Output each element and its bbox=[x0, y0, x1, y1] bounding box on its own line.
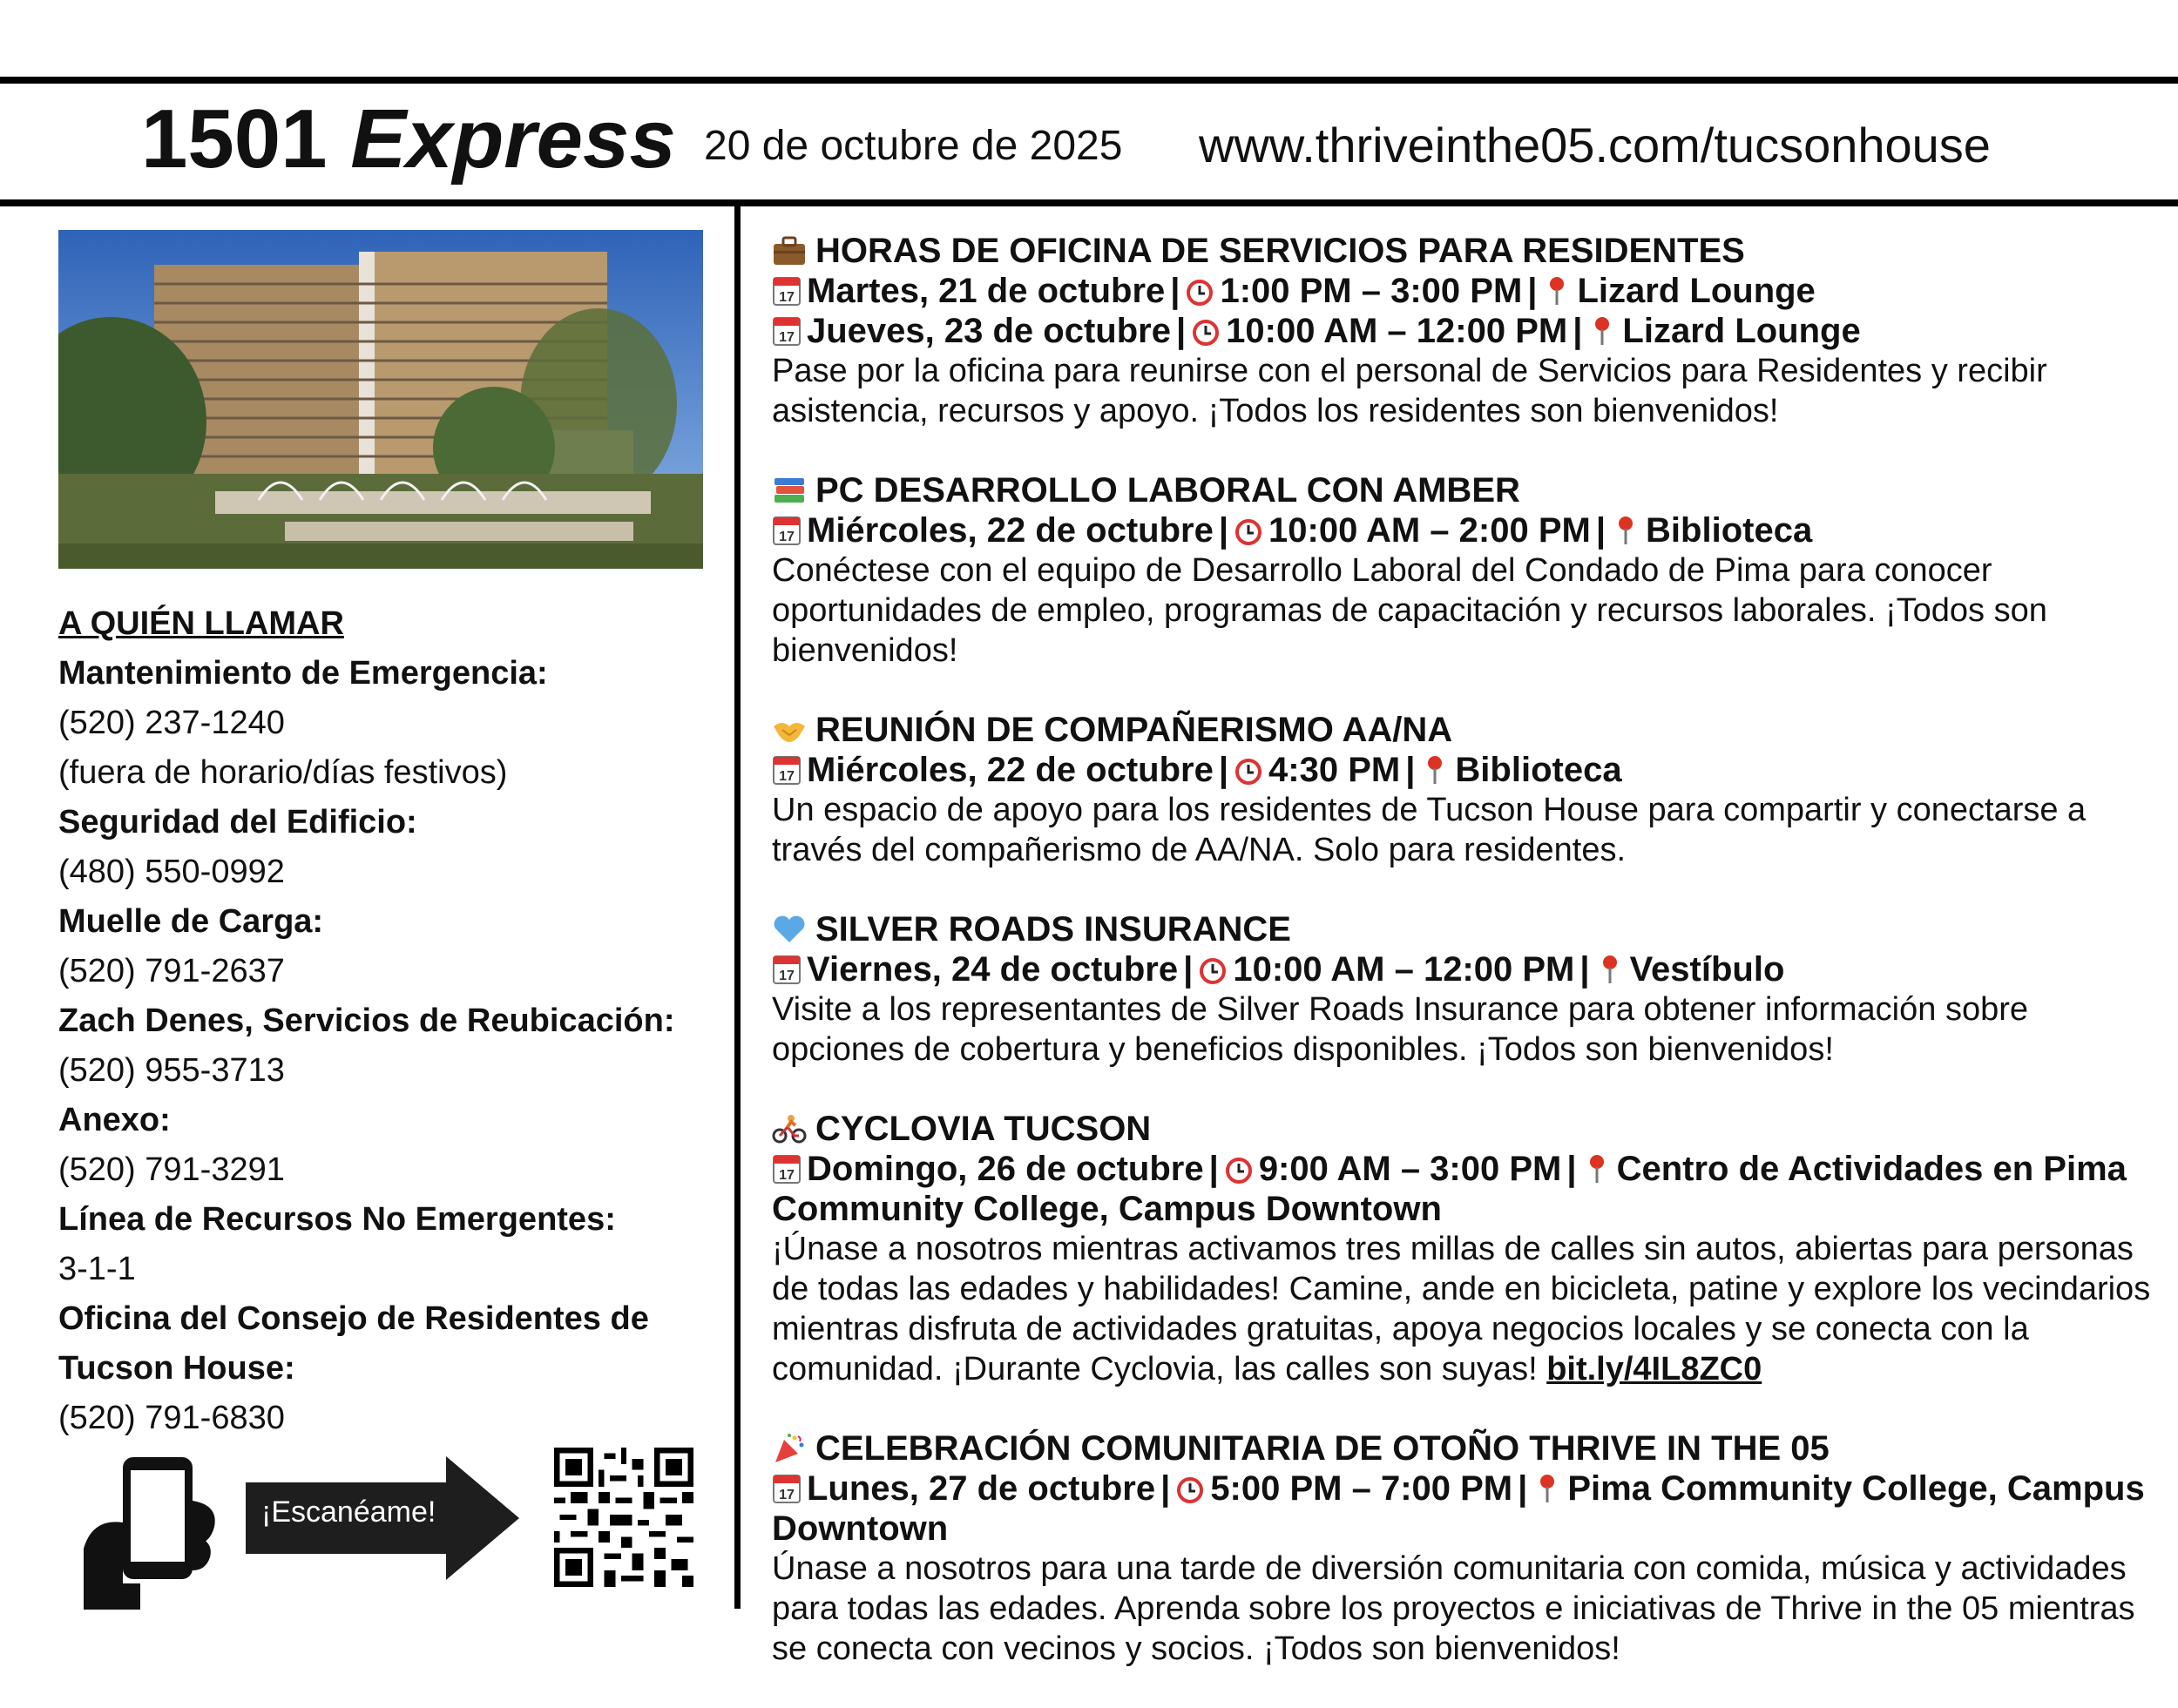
pin-icon bbox=[1582, 1153, 1612, 1185]
event-session: 17 Viernes, 24 de octubre | 10:00 AM – 12:00 PM | Vestíbulo bbox=[772, 949, 2157, 989]
calendar-icon bbox=[772, 1153, 802, 1185]
calendar-icon bbox=[772, 515, 802, 546]
alarm-clock-icon bbox=[1185, 275, 1214, 307]
event-session: 17 Martes, 21 de octubre | 1:00 PM – 3:00 PM | Lizard Lounge bbox=[772, 271, 2157, 311]
newsletter-title bbox=[141, 92, 676, 186]
svg-text:17: 17 bbox=[779, 530, 795, 544]
emergency-maintenance-phone[interactable]: (520) 237-1240 bbox=[58, 705, 285, 741]
alarm-clock-icon bbox=[1224, 1153, 1254, 1185]
event-session: 17 Jueves, 23 de octubre | 10:00 AM – 12:00 PM | Lizard Lounge bbox=[772, 311, 2157, 351]
website-url[interactable]: www.thriveinthe05.com/tucsonhouse bbox=[1199, 118, 1991, 172]
event-description: ¡Únase a nosotros mientras activamos tres millas de calles sin autos, abiertas para personas de todas las edades y habilidades! Camine, ande en bicicleta, patine y explore los vecindarios mientras disfruta de actividades gratuitas, apoya negocios locales y se conecta con la comunidad. ¡Durante Cyclovia, las calles son suyas! bit.ly/4IL8ZC0 bbox=[772, 1231, 2151, 1387]
blue-heart-icon bbox=[772, 914, 807, 945]
svg-text:17: 17 bbox=[779, 969, 795, 983]
contact-list bbox=[58, 599, 712, 1443]
calendar-icon bbox=[772, 275, 802, 307]
pin-icon bbox=[1420, 754, 1450, 786]
event-silver-roads bbox=[772, 909, 2157, 1070]
event-fall-celebration bbox=[772, 1428, 2157, 1669]
svg-text:17: 17 bbox=[779, 1488, 795, 1502]
event-workforce-development bbox=[772, 470, 2157, 671]
event-session: 17 Domingo, 26 de octubre | 9:00 AM – 3:00 PM | Centro de Actividades en Pima Community College, Campus Downtown bbox=[772, 1150, 2127, 1228]
header-bottom-rule bbox=[0, 199, 2178, 206]
relocation-services-label: Zach Denes, Servicios de Reubicación: bbox=[58, 1003, 675, 1039]
event-session: 17 Lunes, 27 de octubre | 5:00 PM – 7:00 PM | Pima Community College, Campus Downtown bbox=[772, 1469, 2145, 1548]
briefcase-icon bbox=[772, 235, 807, 267]
svg-text:17: 17 bbox=[779, 1168, 795, 1183]
qr-code[interactable] bbox=[554, 1448, 693, 1587]
alarm-clock-icon bbox=[1234, 515, 1263, 546]
svg-text:17: 17 bbox=[779, 290, 795, 305]
event-description: Un espacio de apoyo para los residentes de Tucson House para compartir y conectarse a través del compañerismo de AA/NA. Solo para residentes. bbox=[772, 792, 2087, 868]
annex-phone[interactable]: (520) 791-3291 bbox=[58, 1151, 285, 1188]
alarm-clock-icon bbox=[1198, 954, 1228, 985]
alarm-clock-icon bbox=[1234, 754, 1263, 786]
event-description: Visite a los representantes de Silver Roads Insurance para obtener información sobre opciones de cobertura y beneficios disponibles. ¡Todos son bienvenidos! bbox=[772, 991, 2028, 1068]
svg-text:17: 17 bbox=[779, 330, 795, 345]
cyclovia-link[interactable]: bit.ly/4IL8ZC0 bbox=[1546, 1351, 1762, 1387]
column-divider bbox=[734, 206, 741, 1609]
residents-council-label: Oficina del Consejo de Residentes de Tucson House: bbox=[58, 1300, 649, 1387]
cyclist-icon bbox=[772, 1113, 807, 1144]
contacts-heading: A QUIÉN LLAMAR bbox=[58, 605, 344, 642]
event-description: Pase por la oficina para reunirse con el personal de Servicios para Residentes y recibir asistencia, recursos y apoyo. ¡Todos los residentes son bienvenidos! bbox=[772, 353, 2047, 429]
event-title: REUNIÓN DE COMPAÑERISMO AA/NA bbox=[772, 710, 2157, 750]
event-title: HORAS DE OFICINA DE SERVICIOS PARA RESIDENTES bbox=[772, 231, 2157, 271]
building-security-label: Seguridad del Edificio: bbox=[58, 804, 417, 840]
svg-text:17: 17 bbox=[779, 769, 795, 784]
building-security-phone[interactable]: (480) 550-0992 bbox=[58, 854, 285, 890]
scan-me-label: ¡Escanéame! bbox=[261, 1495, 436, 1529]
events-column bbox=[772, 231, 2157, 1708]
non-emergency-phone[interactable]: 3-1-1 bbox=[58, 1251, 136, 1287]
event-title: CELEBRACIÓN COMUNITARIA DE OTOÑO THRIVE IN THE 05 bbox=[772, 1428, 2157, 1468]
alarm-clock-icon bbox=[1191, 315, 1221, 347]
books-icon bbox=[772, 475, 807, 506]
building-photo bbox=[58, 230, 703, 569]
phone-hand-icon bbox=[75, 1453, 223, 1610]
loading-dock-label: Muelle de Carga: bbox=[58, 903, 324, 940]
non-emergency-label: Línea de Recursos No Emergentes: bbox=[58, 1201, 616, 1238]
pin-icon bbox=[1595, 954, 1625, 985]
loading-dock-phone[interactable]: (520) 791-2637 bbox=[58, 953, 285, 989]
event-session: 17 Miércoles, 22 de octubre | 10:00 AM – 2:00 PM | Biblioteca bbox=[772, 510, 2157, 550]
annex-label: Anexo: bbox=[58, 1102, 171, 1138]
issue-date: 20 de octubre de 2025 bbox=[704, 123, 1123, 169]
title-number: 1501 bbox=[141, 92, 328, 186]
calendar-icon bbox=[772, 1473, 802, 1504]
event-title: SILVER ROADS INSURANCE bbox=[772, 909, 2157, 949]
event-title: CYCLOVIA TUCSON bbox=[772, 1109, 2157, 1149]
emergency-maintenance-label: Mantenimiento de Emergencia: bbox=[58, 655, 548, 692]
alarm-clock-icon bbox=[1175, 1473, 1205, 1504]
calendar-icon bbox=[772, 954, 802, 985]
event-fellowship-meeting bbox=[772, 710, 2157, 870]
emergency-maintenance-note: (fuera de horario/días festivos) bbox=[58, 754, 508, 791]
calendar-icon bbox=[772, 754, 802, 786]
title-word: Express bbox=[350, 92, 676, 186]
event-resident-services bbox=[772, 231, 2157, 431]
event-title: PC DESARROLLO LABORAL CON AMBER bbox=[772, 470, 2157, 510]
event-cyclovia bbox=[772, 1109, 2157, 1389]
calendar-icon bbox=[772, 315, 802, 347]
pin-icon bbox=[1587, 315, 1617, 347]
event-description: Únase a nosotros para una tarde de diversión comunitaria con comida, música y actividades para todas las edades. Aprenda sobre los proyectos e iniciativas de Thrive in the 05 mientras se conecta con vecinos y socios. ¡Todos son bienvenidos! bbox=[772, 1550, 2135, 1667]
pin-icon bbox=[1532, 1473, 1562, 1504]
relocation-services-phone[interactable]: (520) 955-3713 bbox=[58, 1052, 285, 1089]
event-session: 17 Miércoles, 22 de octubre | 4:30 PM | Biblioteca bbox=[772, 750, 2157, 790]
pin-icon bbox=[1611, 515, 1640, 546]
header-top-rule bbox=[0, 77, 2178, 84]
residents-council-phone[interactable]: (520) 791-6830 bbox=[58, 1400, 285, 1436]
event-description: Conéctese con el equipo de Desarrollo Laboral del Condado de Pima para conocer oportunidades de empleo, programas de capacitación y recursos laborales. ¡Todos son bienvenidos! bbox=[772, 552, 2047, 669]
handshake-icon bbox=[772, 714, 807, 746]
party-popper-icon bbox=[772, 1433, 807, 1464]
pin-icon bbox=[1542, 275, 1572, 307]
